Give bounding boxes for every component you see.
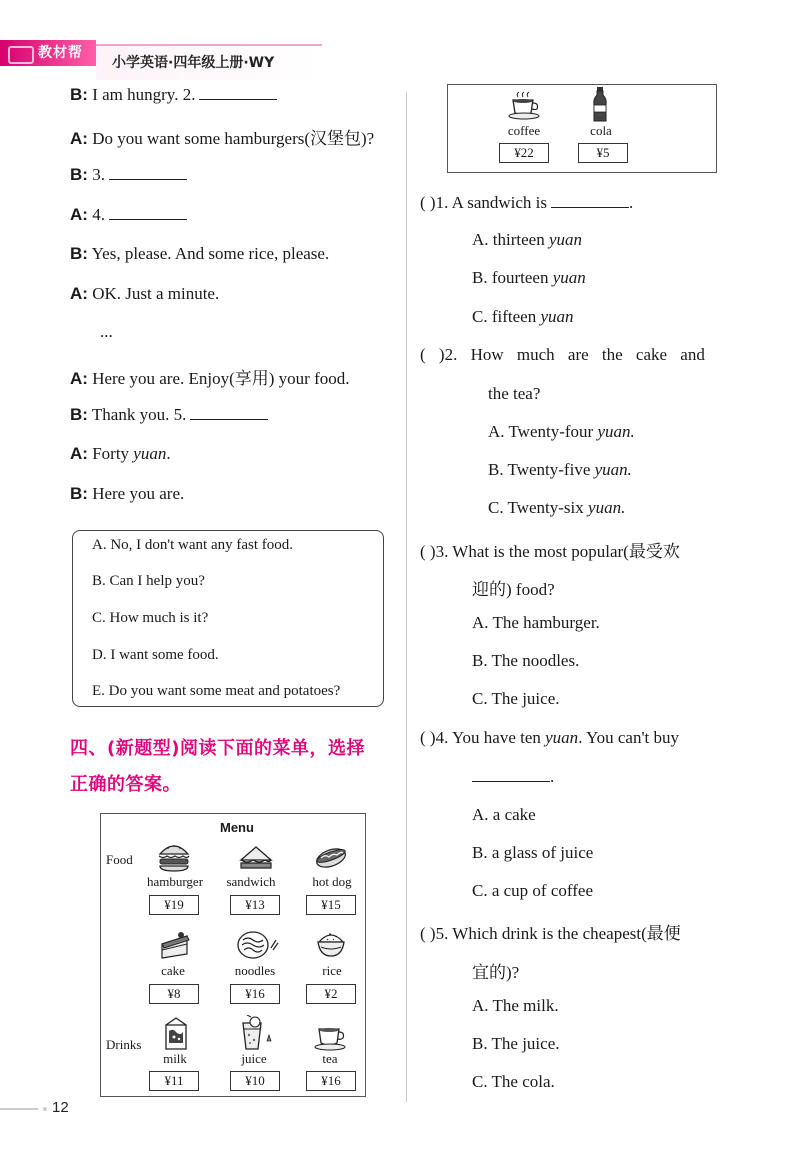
q4-option-b[interactable]: B. a glass of juice <box>472 843 594 862</box>
q1-option-b[interactable]: B. fourteen yuan <box>472 268 586 287</box>
answer-blank[interactable] <box>109 204 187 220</box>
question-1: ( )1. A sandwich is . <box>420 193 634 212</box>
answer-blank[interactable] <box>472 766 550 782</box>
answer-blank[interactable] <box>109 164 187 180</box>
dialogue-line-a3: A: OK. Just a minute. <box>70 284 220 303</box>
tea-icon <box>313 1021 349 1051</box>
hot-dog-icon <box>313 842 349 870</box>
menu-item-price: ¥16 <box>306 1071 356 1091</box>
header-tag: 教材帮 <box>0 40 96 66</box>
q2-option-b[interactable]: B. Twenty-five yuan. <box>488 460 632 479</box>
dialogue-line-b4: B: Thank you. 5. <box>70 404 268 425</box>
menu-board-continued <box>447 84 717 173</box>
q5-option-b[interactable]: B. The juice. <box>472 1034 560 1053</box>
menu-item-price: ¥19 <box>149 895 199 915</box>
dialogue-line-a5: A: Forty yuan. <box>70 444 171 463</box>
menu-item-name: tea <box>322 1051 338 1066</box>
menu-item-price: ¥22 <box>499 143 549 163</box>
menu-item-price: ¥5 <box>578 143 628 163</box>
menu-item-price: ¥13 <box>230 895 280 915</box>
dialogue-line-b3: B: Yes, please. And some rice, please. <box>70 244 330 263</box>
column-divider <box>406 92 407 1102</box>
q1-option-a[interactable]: A. thirteen yuan <box>472 230 582 249</box>
question-2-line2: the tea? <box>488 384 541 403</box>
menu-item-price: ¥15 <box>306 895 356 915</box>
menu-item-name: sandwich <box>226 874 276 889</box>
menu-board <box>100 813 366 1097</box>
footer-line <box>0 1108 38 1110</box>
question-5-line2: 宜的)? <box>472 963 520 982</box>
menu-item-name: cola <box>590 123 612 138</box>
question-2: ( )2. How much are the cake and <box>420 345 705 364</box>
menu-item-price: ¥2 <box>306 984 356 1004</box>
option-c: C. How much is it? <box>92 610 209 626</box>
menu-title: Menu <box>220 820 254 835</box>
answer-paren[interactable]: ( ) <box>420 728 436 747</box>
cake-icon <box>159 930 191 960</box>
menu-item-price: ¥16 <box>230 984 280 1004</box>
answer-blank[interactable] <box>199 84 277 100</box>
footer-dot <box>43 1107 47 1111</box>
question-4: ( )4. You have ten yuan. You can't buy <box>420 728 680 747</box>
answer-blank[interactable] <box>190 404 268 420</box>
q3-option-b[interactable]: B. The noodles. <box>472 651 580 670</box>
dialogue-ellipsis: ... <box>100 322 113 341</box>
dialogue-line-a2: A: 4. <box>70 204 187 225</box>
question-4-line2: . <box>472 766 554 787</box>
option-e: E. Do you want some meat and potatoes? <box>92 683 341 699</box>
dialogue-line-b1: B: I am hungry. 2. <box>70 84 277 105</box>
answer-paren[interactable]: ( ) <box>420 345 445 364</box>
menu-food-label: Food <box>106 852 133 867</box>
page-number: 12 <box>52 1099 69 1116</box>
q4-option-c[interactable]: C. a cup of coffee <box>472 881 593 900</box>
question-5: ( )5. Which drink is the cheapest(最便 <box>420 924 681 943</box>
q1-option-c[interactable]: C. fifteen yuan <box>472 307 574 326</box>
option-a: A. No, I don't want any fast food. <box>92 537 293 553</box>
menu-item-name: noodles <box>234 963 276 978</box>
dialogue-line-a1: A: Do you want some hamburgers(汉堡包)? <box>70 129 375 148</box>
section-heading-line2: 正确的答案。 <box>70 774 181 795</box>
menu-item-price: ¥11 <box>149 1071 199 1091</box>
menu-drinks-label: Drinks <box>106 1037 142 1052</box>
cola-icon <box>591 87 609 123</box>
juice-icon <box>235 1015 275 1051</box>
option-d: D. I want some food. <box>92 647 219 663</box>
menu-item-name: hamburger <box>146 874 204 889</box>
dialogue-line-a4: A: Here you are. Enjoy(享用) your food. <box>70 369 350 388</box>
menu-item-name: juice <box>241 1051 267 1066</box>
q3-option-c[interactable]: C. The juice. <box>472 689 560 708</box>
question-3: ( )3. What is the most popular(最受欢 <box>420 542 680 561</box>
dialogue-line-b2: B: 3. <box>70 164 187 185</box>
rice-icon <box>315 928 347 960</box>
answer-paren[interactable]: ( ) <box>420 542 436 561</box>
menu-item-name: milk <box>163 1051 187 1066</box>
question-3-line2: 迎的) food? <box>472 580 555 599</box>
q2-option-a[interactable]: A. Twenty-four yuan. <box>488 422 635 441</box>
menu-item-name: rice <box>322 963 342 978</box>
q5-option-c[interactable]: C. The cola. <box>472 1072 555 1091</box>
menu-item-name: hot dog <box>312 874 352 889</box>
q5-option-a[interactable]: A. The milk. <box>472 996 559 1015</box>
menu-item-price: ¥10 <box>230 1071 280 1091</box>
q4-option-a[interactable]: A. a cake <box>472 805 536 824</box>
sandwich-icon <box>239 844 273 872</box>
header-title: 小学英语·四年级上册·WY <box>112 55 275 71</box>
answer-paren[interactable]: ( ) <box>420 924 436 943</box>
menu-item-name: coffee <box>507 123 541 138</box>
menu-item-name: cake <box>161 963 185 978</box>
answer-blank[interactable] <box>551 192 629 208</box>
hamburger-icon <box>157 840 191 872</box>
answer-paren[interactable]: ( ) <box>420 193 436 212</box>
dialogue-line-b5: B: Here you are. <box>70 484 185 503</box>
section-heading-line1: 四、(新题型)阅读下面的菜单，选择 <box>70 738 365 759</box>
milk-icon <box>161 1015 191 1051</box>
q2-option-c[interactable]: C. Twenty-six yuan. <box>488 498 626 517</box>
menu-item-price: ¥8 <box>149 984 199 1004</box>
noodles-icon <box>235 928 279 962</box>
q3-option-a[interactable]: A. The hamburger. <box>472 613 600 632</box>
coffee-icon <box>508 91 542 121</box>
option-b: B. Can I help you? <box>92 573 205 589</box>
